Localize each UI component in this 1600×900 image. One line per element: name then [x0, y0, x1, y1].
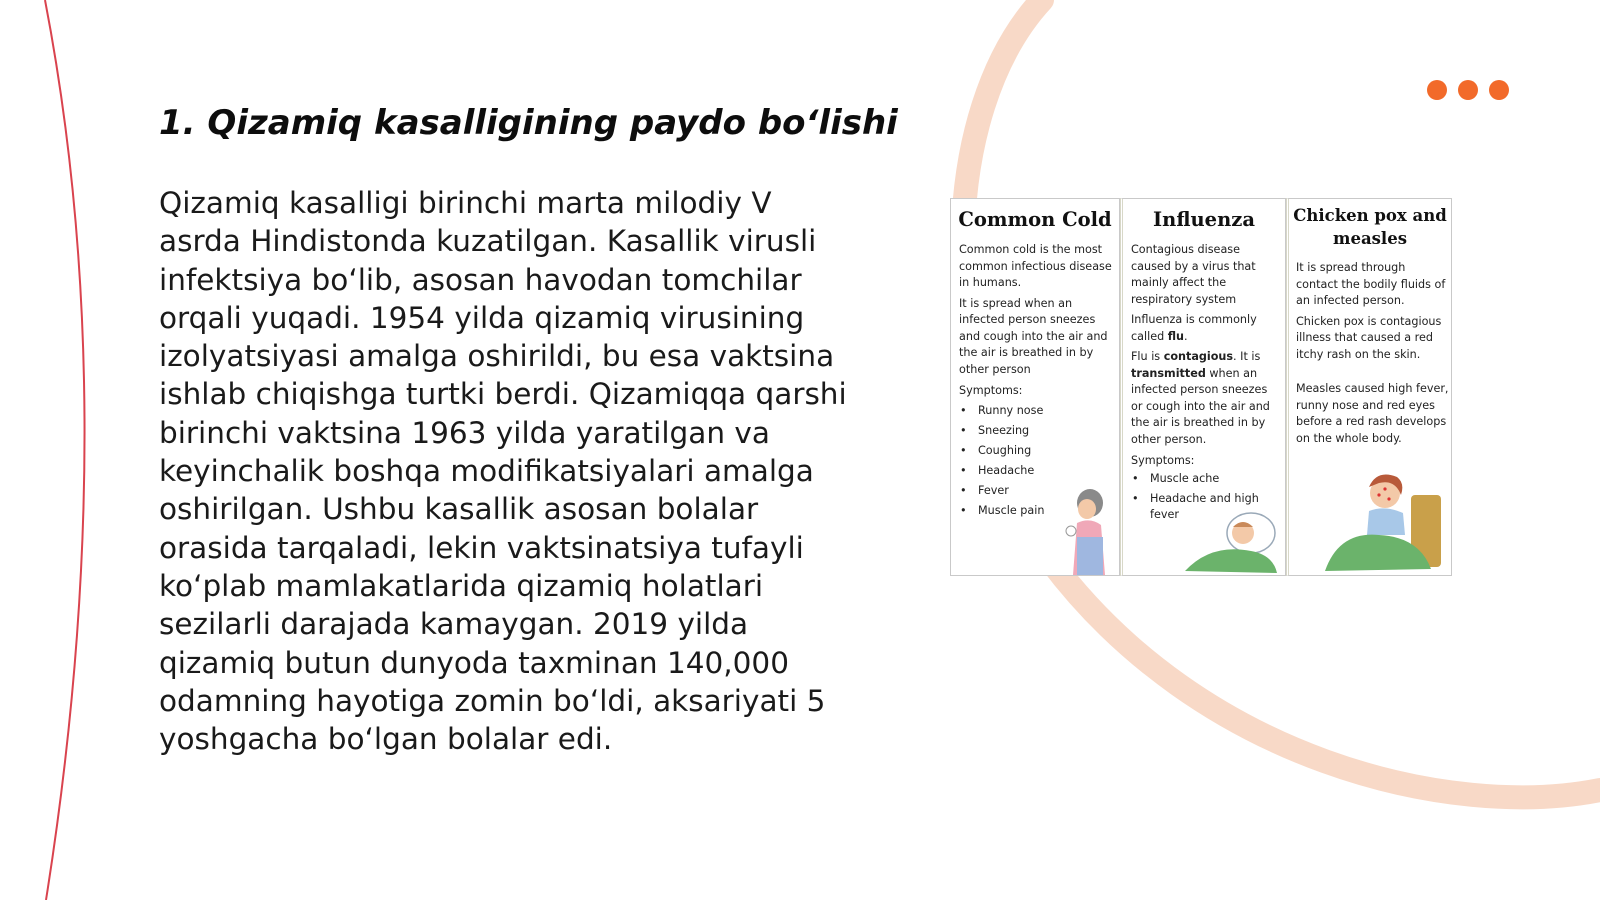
common-cold-text-2: It is spread when an infected person sneezes and cough into the air and the air is breathed in by other person	[959, 296, 1108, 376]
symptom-item: • Sneezing	[959, 421, 1119, 441]
influenza-text-3-e: when an infected person sneezes or cough into the air and the air is breathed in by other person.	[1131, 366, 1270, 446]
dot-icon	[1489, 80, 1509, 100]
chickenpox-text-1: It is spread through contact the bodily fluids of an infected person.	[1296, 261, 1446, 307]
symptom-item: • Fever	[959, 481, 1119, 501]
sneezing-person-illustration	[1057, 485, 1117, 575]
transmitted-term: transmitted	[1131, 366, 1206, 380]
decorative-dots	[1427, 80, 1509, 100]
slide-title: 1. Qizamiq kasalligining paydo bo‘lishi	[159, 103, 898, 143]
chickenpox-measles-panel	[1286, 198, 1452, 576]
influenza-heading: Influenza	[1153, 208, 1255, 231]
common-cold-text-1: Common cold is the most common infectious disease in humans.	[959, 243, 1112, 289]
common-cold-panel	[950, 198, 1120, 576]
influenza-text-2	[1123, 312, 1285, 345]
dot-icon	[1458, 80, 1478, 100]
symptom-item: • Coughing	[959, 441, 1119, 461]
child-with-rash-illustration	[1319, 465, 1449, 575]
sick-in-bed-illustration	[1181, 503, 1281, 575]
chickenpox-text-2: Chicken pox is contagious illness that caused a red itchy rash on the skin.	[1296, 314, 1442, 361]
symptom-item: • Muscle ache	[1131, 471, 1285, 487]
influenza-text-2-post: .	[1184, 329, 1188, 343]
common-cold-heading: Common Cold	[958, 208, 1112, 231]
influenza-text-1: Contagious disease caused by a virus that mainly affect the respiratory system	[1131, 243, 1256, 306]
common-cold-symptoms-label: Symptoms:	[959, 384, 1023, 397]
influenza-text-3	[1123, 349, 1285, 448]
slide-body-text: Qizamiq kasalligi birinchi marta milodiy V asrda Hindistonda kuzatilgan. Kasallik virusli infektsiya bo‘lib, asosan havodan tomchilar orqali yuqadi. 1954 yilda qizamiq virusining izolyatsiyasi amalga oshirildi, bu esa vaktsina ishlab chiqishga turtki berdi. Qizamiqqa qarshi birinchi vaktsina 1963 yilda yaratilgan va keyinchalik boshqa modifikatsiyalari amalga oshirilgan. Ushbu kasallik asosan bolalar orasida tarqaladi, lekin vaktsinatsiya tufayli ko‘plab mamlakatlarida qizamiq holatlari sezilarli darajada kamaygan. 2019 yilda qizamiq butun dunyoda taxminan 140,000 odamning hayotiga zomin bo‘ldi, aksariyati 5 yoshgacha bo‘lgan bolalar edi.	[159, 186, 847, 757]
contagious-term: contagious	[1163, 350, 1234, 363]
influenza-symptoms-label: Symptoms:	[1131, 454, 1195, 467]
dot-icon	[1427, 80, 1447, 100]
symptom-item: • Headache	[959, 461, 1119, 481]
symptom-item: • Runny nose	[959, 401, 1119, 421]
flu-term: flu	[1167, 329, 1185, 343]
left-accent-line	[45, 0, 85, 900]
symptom-item: • Headache and high fever	[1131, 491, 1285, 523]
symptom-item: • Muscle pain	[959, 501, 1119, 521]
chickenpox-measles-heading: Chicken pox and measles	[1293, 206, 1447, 248]
influenza-text-3-c: . It is	[1233, 350, 1261, 363]
influenza-text-2-pre: Influenza is commonly called	[1131, 313, 1257, 343]
disease-infographic	[950, 198, 1452, 576]
influenza-text-3-a: Flu is	[1131, 350, 1164, 363]
influenza-panel	[1120, 198, 1286, 576]
measles-text: Measles caused high fever, runny nose and red eyes before a red rash develops on the whole body.	[1296, 382, 1449, 445]
